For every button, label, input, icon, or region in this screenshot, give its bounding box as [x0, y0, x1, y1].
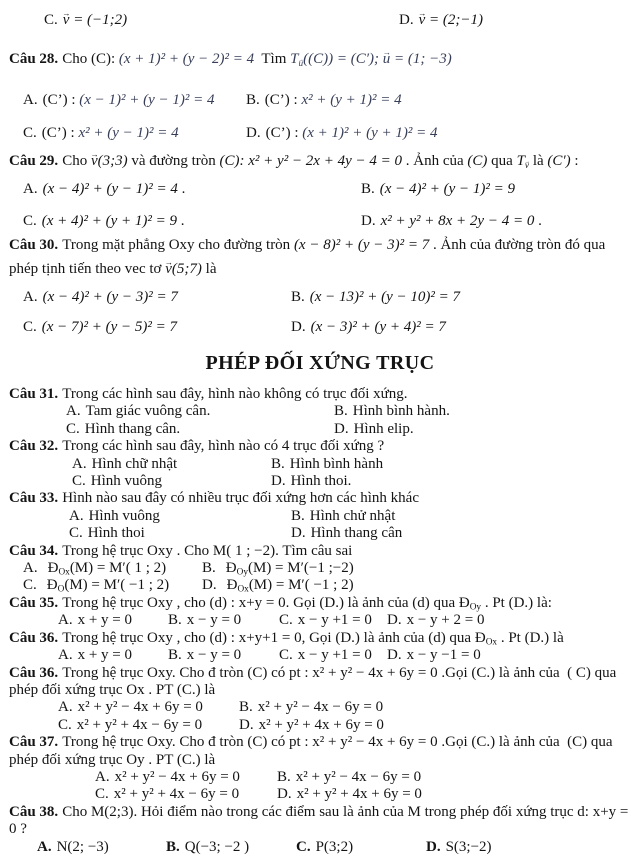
- option-text: x − y = 0: [186, 612, 242, 629]
- option-text: x + y = 0: [77, 612, 133, 629]
- option-text: Hình bình hành.: [352, 403, 450, 420]
- question-number: Câu 38.: [9, 803, 59, 820]
- option-a: [23, 177, 361, 201]
- option-d: [271, 473, 631, 490]
- question-text: Trong các hình sau đây, hình nào có 4 trục đối xứng ?: [62, 438, 385, 455]
- option-c: [23, 209, 361, 233]
- option-c: [95, 786, 277, 803]
- option-label: A.: [95, 768, 110, 785]
- option-label: B.: [334, 403, 348, 420]
- option-c: [279, 612, 387, 629]
- options: [9, 508, 631, 543]
- option-a: [69, 508, 291, 525]
- option-b: [361, 177, 631, 201]
- option-text: x − y −1 = 0: [406, 647, 481, 664]
- question-text: Trong hệ trục Oxy. Cho đ tròn (C) có pt : x² + y² − 4x + 6y = 0 .Gọi (C.) là ảnh của ( C) qua phép đối xứng trục Ox . PT (C.) là: [9, 664, 617, 698]
- option-text: (C’) : x² + (y − 1)² = 4: [41, 125, 179, 141]
- question-stem: [9, 490, 631, 507]
- option-b: [246, 88, 631, 112]
- option-text: (x − 4)² + (y − 1)² = 4 .: [42, 181, 186, 197]
- option-text: x² + y² − 4x + 6y = 0: [77, 699, 203, 716]
- question-stem: [9, 734, 631, 769]
- option-text: P(3;2): [315, 838, 354, 855]
- option-a: [23, 285, 291, 309]
- option-label: D.: [387, 612, 402, 629]
- option-a: [23, 560, 202, 577]
- option-text: Hình elip.: [353, 420, 414, 437]
- question-stem: [9, 47, 631, 71]
- option-c: [23, 315, 291, 339]
- option-label: C.: [296, 838, 311, 855]
- question-stem: [9, 386, 631, 403]
- option-label: C.: [95, 786, 109, 803]
- carryover-options: [9, 8, 631, 32]
- question-number: Câu 30.: [9, 237, 59, 253]
- option-text: x − y +1 = 0: [297, 612, 372, 629]
- option-label: A.: [58, 612, 73, 629]
- option-d: [202, 577, 631, 594]
- section-axis-symmetry: [9, 386, 631, 856]
- option-label: D.: [271, 473, 286, 490]
- question-stem: [9, 665, 631, 700]
- question-cau-29: [9, 149, 631, 233]
- question-cau-33: [9, 490, 631, 542]
- options: [9, 285, 631, 339]
- option-text: Hình chử nhật: [309, 507, 396, 524]
- question-number: Câu 33.: [9, 490, 59, 507]
- question-cau-37: [9, 734, 631, 804]
- question-number: Câu 36.: [9, 629, 59, 646]
- option-c: [44, 8, 399, 32]
- option-label: B.: [277, 768, 291, 785]
- option-c: [58, 717, 239, 734]
- option-label: D.: [399, 12, 414, 28]
- option-b: [291, 285, 631, 309]
- option-text: (x − 7)² + (y − 5)² = 7: [41, 319, 178, 335]
- options: [9, 769, 631, 804]
- options: [9, 560, 631, 595]
- question-text: Trong hệ trục Oxy . Cho M( 1 ; −2). Tìm câu sai: [62, 542, 353, 559]
- option-text: Hình vuông: [88, 507, 160, 524]
- option-b: [168, 612, 279, 629]
- option-label: B.: [168, 647, 182, 664]
- question-text: Cho (C): (x + 1)² + (y − 2)² = 4 Tìm $T_u((C)) = (C')$; u → = (1; −3): [62, 51, 452, 67]
- option-b: [166, 839, 296, 856]
- option-label: D.: [387, 647, 402, 664]
- option-text: (C’) : (x + 1)² + (y + 1)² = 4: [265, 125, 438, 141]
- options: [9, 647, 631, 664]
- question-text: Cho M(2;3). Hỏi điểm nào trong các điểm sau là ảnh của M trong phép đối xứng trục d: x+y = 0 ?: [9, 803, 629, 838]
- option-label: D.: [277, 786, 292, 803]
- question-cau-35: [9, 595, 631, 630]
- question-text: Trong hệ trục Oxy. Cho đ tròn (C) có pt : x² + y² − 4x + 6y = 0 .Gọi (C.) là ảnh của (C) qua phép đối xứng trục Oy . PT (C.) là: [9, 734, 613, 768]
- option-text: (x + 4)² + (y + 1)² = 9 .: [41, 213, 185, 229]
- option-label: C.: [44, 12, 58, 28]
- question-text: Cho v →(3;3) và đường tròn (C): x² + y² − 2x + 4y − 4 = 0 . Ảnh của (C) qua $T_v$ là (C′) :: [62, 153, 578, 169]
- question-text: Trong các hình sau đây, hình nào không có trục đối xứng.: [62, 386, 408, 402]
- options: [9, 403, 631, 438]
- option-a: [72, 456, 271, 473]
- option-a: [23, 88, 246, 112]
- option-label: B.: [202, 560, 216, 577]
- options: [9, 699, 631, 734]
- option-label: A.: [23, 289, 38, 305]
- option-b: [168, 647, 279, 664]
- option-a: [66, 403, 334, 420]
- question-cau-31: [9, 386, 631, 438]
- option-text: Hình thoi: [87, 525, 145, 542]
- option-text: Hình vuông: [90, 473, 163, 490]
- option-label: C.: [23, 213, 37, 229]
- option-text: x² + y² + 4x + 6y = 0: [258, 716, 384, 733]
- option-label: C.: [279, 612, 293, 629]
- option-c: [66, 421, 334, 438]
- question-cau-36-circle: [9, 665, 631, 735]
- option-label: A.: [37, 838, 52, 855]
- option-c: [279, 647, 387, 664]
- question-text: Hình nào sau đây có nhiều trục đối xứng hơn các hình khác: [62, 490, 419, 507]
- question-number: Câu 37.: [9, 734, 59, 751]
- option-label: A.: [23, 181, 38, 197]
- option-text: Tam giác vuông cân.: [85, 403, 211, 420]
- question-stem: [9, 233, 631, 281]
- option-d: [426, 839, 631, 856]
- option-text: Hình bình hành: [289, 455, 384, 472]
- option-label: A.: [69, 507, 84, 524]
- option-label: D.: [426, 838, 441, 855]
- option-a: [95, 769, 277, 786]
- option-label: D.: [361, 213, 376, 229]
- option-text: x² + y² − 4x − 6y = 0: [295, 768, 422, 785]
- option-a: [58, 647, 168, 664]
- option-label: D.: [239, 716, 254, 733]
- option-d: [361, 209, 631, 233]
- option-label: A.: [58, 699, 73, 716]
- section-title: PHÉP ĐỐI XỨNG TRỤC: [205, 352, 435, 374]
- option-text: x² + y² + 4x − 6y = 0: [113, 786, 240, 803]
- option-text: $Đ_{Oy}(M) = M'(-1$ ;−2): [225, 560, 354, 578]
- question-number: Câu 29.: [9, 153, 59, 169]
- option-label: C.: [23, 125, 37, 141]
- option-text: Hình thang cân.: [84, 420, 181, 437]
- option-d: [239, 717, 631, 734]
- option-text: $Đ_{Ox}(M) = M'$( 1 ; 2): [47, 560, 167, 578]
- question-cau-34: [9, 543, 631, 595]
- option-b: [239, 699, 631, 716]
- option-text: Hình thoi.: [290, 473, 352, 490]
- option-text: x − y = 0: [186, 647, 242, 664]
- option-text: N(2; −3): [56, 838, 109, 855]
- option-c: [69, 525, 291, 542]
- option-b: [202, 560, 631, 577]
- question-text: Trong mặt phẳng Oxy cho đường tròn (x − 8)² + (y − 3)² = 7 . Ảnh của đường tròn đó qua phép tịnh tiến theo vec tơ v →(5;7) là: [9, 237, 605, 277]
- option-label: B.: [239, 699, 253, 716]
- option-text: x² + y² + 8x + 2y − 4 = 0 .: [380, 213, 542, 229]
- option-d: [387, 647, 631, 664]
- option-label: A.: [66, 403, 81, 420]
- option-b: [334, 403, 631, 420]
- option-text: (x − 4)² + (y − 1)² = 9: [379, 181, 516, 197]
- option-d: [387, 612, 631, 629]
- option-label: C.: [72, 473, 86, 490]
- option-text: (x − 4)² + (y − 3)² = 7: [42, 289, 178, 305]
- option-label: A.: [58, 647, 73, 664]
- question-cau-38: [9, 804, 631, 856]
- option-c: [72, 473, 271, 490]
- options: [9, 839, 631, 856]
- option-label: B.: [168, 612, 182, 629]
- option-d: [291, 525, 631, 542]
- option-text: (C’) : x² + (y + 1)² = 4: [264, 92, 402, 108]
- option-d: [277, 786, 631, 803]
- option-label: B.: [291, 507, 305, 524]
- question-stem: [9, 804, 631, 839]
- option-label: D.: [246, 125, 261, 141]
- option-label: D.: [334, 420, 349, 437]
- question-stem: [9, 149, 631, 173]
- option-a: [58, 612, 168, 629]
- question-number: Câu 36.: [9, 664, 59, 681]
- option-c: [23, 121, 246, 145]
- option-label: C.: [66, 420, 80, 437]
- option-b: [291, 508, 631, 525]
- question-stem: [9, 438, 631, 455]
- question-number: Câu 31.: [9, 386, 59, 402]
- option-c: [23, 577, 202, 594]
- options: [9, 456, 631, 491]
- option-text: x + y = 0: [77, 647, 133, 664]
- option-c: [296, 839, 426, 856]
- option-text: v → = (2;−1): [419, 12, 483, 28]
- option-d: [334, 421, 631, 438]
- question-stem: [9, 630, 631, 647]
- option-text: Q(−3; −2 ): [184, 838, 250, 855]
- option-label: A.: [23, 92, 38, 108]
- option-label: D.: [291, 525, 306, 542]
- option-text: x − y + 2 = 0: [406, 612, 485, 629]
- option-label: C.: [279, 647, 293, 664]
- option-label: C.: [23, 577, 37, 594]
- question-cau-28: [9, 47, 631, 145]
- option-a: [58, 699, 239, 716]
- options: [9, 177, 631, 233]
- section-translation: [9, 8, 631, 339]
- option-a: [37, 839, 166, 856]
- option-text: $Đ_O(M) = M'( -1$ ; 2): [46, 577, 170, 596]
- question-cau-36-line: [9, 630, 631, 665]
- options: [9, 612, 631, 629]
- option-text: x² + y² − 4x − 6y = 0: [257, 699, 384, 716]
- option-d: [291, 315, 631, 339]
- question-stem: [9, 543, 631, 560]
- option-label: B.: [271, 455, 285, 472]
- option-text: v → = (−1;2): [63, 12, 127, 28]
- options: [9, 88, 631, 145]
- option-label: B.: [246, 92, 260, 108]
- option-text: x² + y² + 4x − 6y = 0: [76, 716, 203, 733]
- option-text: Hình chữ nhật: [91, 455, 178, 472]
- option-b: [271, 456, 631, 473]
- option-text: $Đ_{Ox}(M) = M'( -1$ ; 2): [226, 577, 354, 596]
- question-text: Trong hệ trục Oxy , cho (d) : x+y = 0. Gọi (D.) là ảnh của (d) qua $Đ_{Oy}$ . Pt (D.) là:: [62, 594, 552, 613]
- option-label: C.: [58, 716, 72, 733]
- option-d: [399, 8, 631, 32]
- option-text: x² + y² + 4x + 6y = 0: [296, 786, 422, 803]
- option-b: [277, 769, 631, 786]
- option-text: (C’) : (x − 1)² + (y − 1)² = 4: [42, 92, 215, 108]
- question-number: Câu 28.: [9, 51, 59, 67]
- question-number: Câu 34.: [9, 542, 59, 559]
- option-label: B.: [291, 289, 305, 305]
- option-label: A.: [72, 455, 87, 472]
- question-cau-30: [9, 233, 631, 339]
- question-cau-32: [9, 438, 631, 490]
- option-label: B.: [361, 181, 375, 197]
- option-text: x² + y² − 4x + 6y = 0: [114, 768, 240, 785]
- option-d: [246, 121, 631, 145]
- option-label: B.: [166, 838, 180, 855]
- question-number: Câu 35.: [9, 594, 59, 611]
- option-text: x − y +1 = 0: [297, 647, 372, 664]
- question-text: Trong hệ trục Oxy , cho (d) : x+y+1 = 0, Gọi (D.) là ảnh của (d) qua $Đ_{Ox}$ . Pt (D.) là: [62, 629, 564, 648]
- option-label: D.: [202, 577, 217, 594]
- question-stem: [9, 595, 631, 612]
- option-text: Hình thang cân: [310, 525, 403, 542]
- option-label: D.: [291, 319, 306, 335]
- option-text: (x − 13)² + (y − 10)² = 7: [309, 289, 461, 305]
- option-label: C.: [23, 319, 37, 335]
- option-label: C.: [69, 525, 83, 542]
- question-number: Câu 32.: [9, 438, 59, 455]
- option-label: A.: [23, 560, 38, 577]
- option-text: (x − 3)² + (y + 4)² = 7: [310, 319, 446, 335]
- option-text: S(3;−2): [445, 838, 492, 855]
